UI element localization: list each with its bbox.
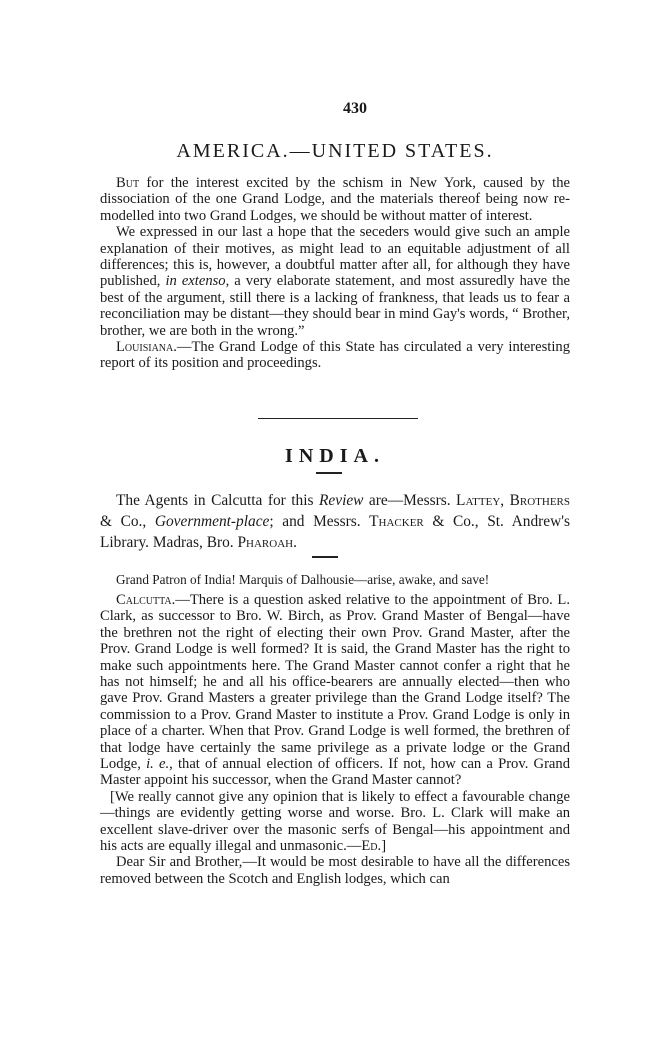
agents-pharoah: Pharoah.: [237, 533, 297, 551]
drop-lead-word: But: [116, 175, 140, 191]
paragraph-schism: [100, 175, 570, 224]
paragraph-text: for the interest excited by the schism in New York, caused by the dissociation of the one Grand Lodge, and the materials thereof being now re-modelled into two Grand Lodges, we should be without matter of interest.: [100, 175, 570, 224]
paragraph-text: , that of annual election of officers. If not, how can a Prov. Grand Master appoint his successor, when the Grand Master cannot?: [100, 755, 570, 789]
editor-note: [100, 789, 570, 855]
agents-text: & Co.,: [100, 512, 155, 530]
section-title-india: INDIA.: [285, 444, 385, 467]
agents-government-place: Government-place: [154, 512, 270, 530]
italic-ie: i. e.: [146, 755, 170, 772]
paragraph-text: We expressed in our last a hope that the seceders would give such an ample explanation of their motives, as might lead to an equitable adjustment of all differences; this is, however, a doubtful matter after all, for although they have published,: [100, 224, 570, 290]
agents-text: are—Messrs.: [363, 491, 457, 509]
page: [100, 100, 570, 887]
italic-phrase: in extenso: [165, 273, 226, 290]
paragraph-text: , a very elaborate statement, and most assuredly have the best of the argument, still there is a lacking of frankness, that leads us to fear a reconciliation may be distant—they should bear in mind Gay's words, “ Brother, brother, we are both in the wrong.”: [100, 273, 570, 339]
editor-bracket: ]: [381, 837, 387, 854]
title-rule: [316, 472, 342, 474]
agents-brothers: Brothers: [509, 491, 570, 509]
editor-text: [We really cannot give any opinion that is likely to effect a favourable change—things are evidently getting worse and worse. Bro. L. Clark will make an excellent slave-driver over the masonic serfs of Bengal—his appointment and his acts are equally illegal and unmasonic.—: [100, 788, 570, 854]
heading-calcutta: Calcutta.: [116, 591, 176, 608]
paragraph-letter: Dear Sir and Brother,—It would be most desirable to have all the differences removed between the Scotch and English lodges, which can: [100, 854, 570, 887]
paragraph-text: —The Grand Lodge of this State has circulated a very interesting report of its position and proceedings.: [100, 339, 570, 372]
agents-text: The Agents in Calcutta for this: [116, 491, 319, 509]
agents-thacker: Thacker: [369, 512, 424, 530]
agents-text: & Co., St. Andrew's Library. Madras, Bro.: [100, 512, 570, 551]
heading-louisiana: Louisiana.: [116, 339, 177, 356]
agents-review: Review: [319, 491, 364, 509]
paragraph-agents: [100, 490, 570, 553]
paragraph-louisiana: [100, 339, 570, 372]
section-title-america: AMERICA.—UNITED STATES.: [176, 140, 494, 162]
paragraph-seceders: [100, 224, 570, 339]
agents-lattey: Lattey,: [456, 491, 505, 509]
paragraph-calcutta: [100, 592, 570, 789]
title-rule: [312, 556, 338, 558]
editor-signature: Ed.: [361, 837, 382, 854]
motto-line: Grand Patron of India! Marquis of Dalhousie—arise, awake, and save!: [116, 571, 490, 587]
section-divider: [258, 418, 418, 419]
page-number: 430: [343, 100, 367, 117]
paragraph-text: —There is a question asked relative to the appointment of Bro. L. Clark, as successor to Bro. W. Birch, as Prov. Grand Master of Bengal—have the brethren not the right of electing their own Prov. Grand Master, after the Prov. Grand Lodge is well formed? It is said, the Grand Master has the right to make such appointments here. The Grand Master cannot confer a right that he has not himself; he and all his office-bearers are annually elected—then who gave Prov. Grand Masters a greater privilege than the Grand Lodge itself? The commission to a Prov. Grand Master to institute a Prov. Grand Lodge is only in place of a charter. When that Prov. Grand Lodge is well formed, the brethren of that lodge have certainly the same privilege as a private lodge or the Grand Lodge,: [100, 591, 570, 772]
agents-text: ; and Messrs.: [269, 512, 370, 530]
